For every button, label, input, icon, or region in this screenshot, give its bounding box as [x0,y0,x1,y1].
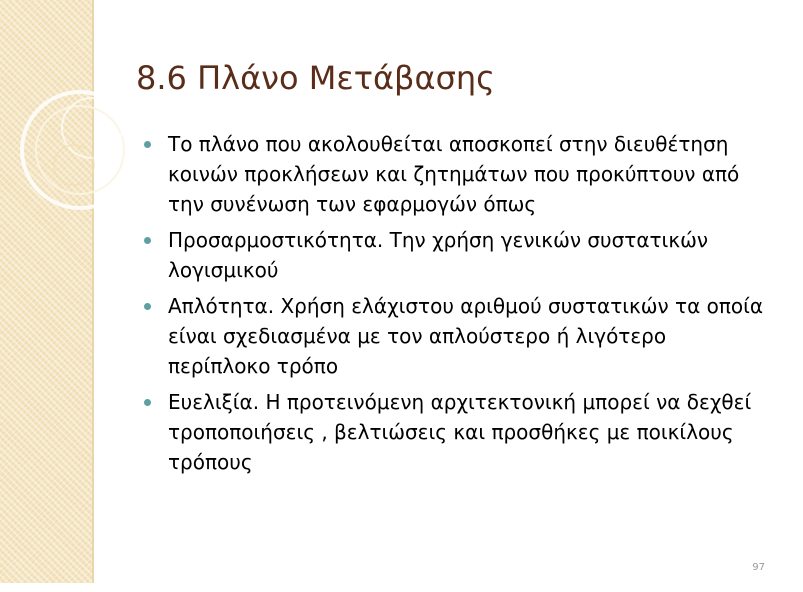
bullet-text: Ευελιξία. Η προτεινόμενη αρχιτεκτονική μπορεί να δεχθεί τροποποιήσεις , βελτιώσεις και προσθήκες με ποικίλους τρόπους [168,390,752,474]
page-number: 97 [752,562,765,573]
bullet-item [144,129,764,219]
bullet-dot-icon [144,141,151,148]
bullet-text: Προσαρμοστικότητα. Την χρήση γενικών συστατικών λογισμικού [168,228,709,282]
slide-title: 8.6 Πλάνο Μετάβασης [136,59,495,97]
bullet-dot-icon [144,237,151,244]
bullet-text: Το πλάνο που ακολουθείται αποσκοπεί στην διευθέτηση κοινών προκλήσεων και ζητημάτων που προκύπτουν από την συνένωση των εφαρμογών όπως [168,132,740,216]
bullet-item [144,225,764,285]
bullet-text: Απλότητα. Χρήση ελάχιστου αριθμού συστατικών τα οποία είναι σχεδιασμένα με τον απλούστερο ή λιγότερο περίπλοκο τρόπο [168,294,764,378]
bullet-dot-icon [144,399,151,406]
bullet-item [144,387,764,477]
bullet-list [144,129,764,483]
bullet-dot-icon [144,303,151,310]
bullet-item [144,291,764,381]
